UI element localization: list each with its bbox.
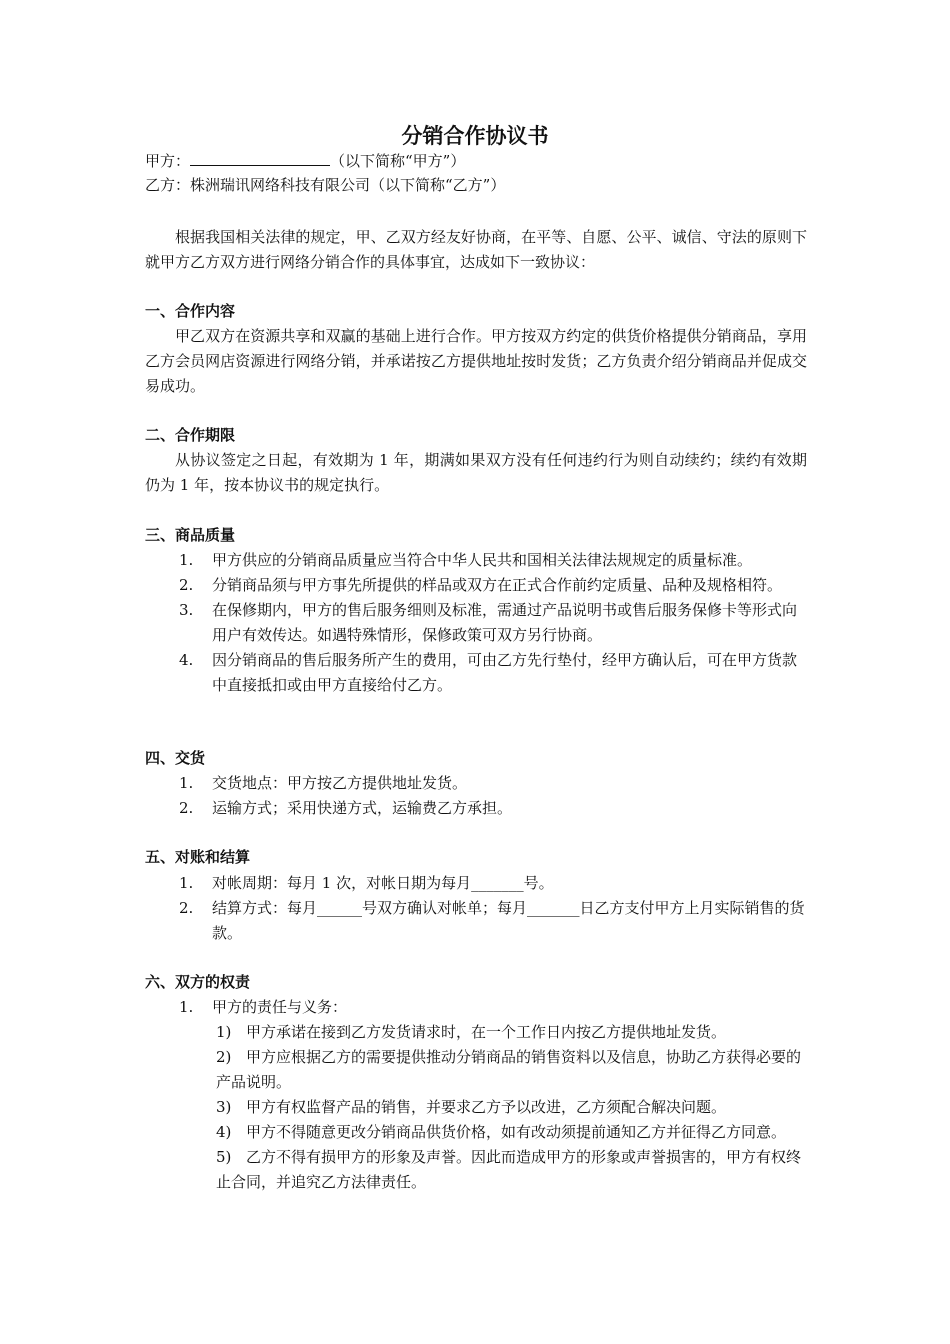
section-1-heading: 一、合作内容 xyxy=(145,302,236,320)
list-item xyxy=(145,573,807,598)
list-item-text: 甲方的责任与义务： xyxy=(212,998,348,1016)
sub-list-item-number: 5) xyxy=(216,1148,232,1166)
list-item xyxy=(145,548,807,573)
list-item-number: 3. xyxy=(179,601,194,619)
list-item xyxy=(145,598,807,648)
section-6-list xyxy=(145,995,807,1195)
party-a-line xyxy=(145,147,807,174)
party-a-suffix: （以下简称“甲方”） xyxy=(330,152,466,170)
list-item xyxy=(145,648,807,698)
section-4-heading: 四、交货 xyxy=(145,749,206,767)
sub-list-item-text: 乙方不得有损甲方的形象及声誉。因此而造成甲方的形象或声誉损害的，甲方有权终止合同，并追究乙方法律责任。 xyxy=(216,1148,802,1191)
intro-paragraph: 根据我国相关法律的规定，甲、乙双方经友好协商，在平等、自愿、公平、诚信、守法的原则下就甲方乙方双方进行网络分销合作的具体事宜，达成如下一致协议： xyxy=(145,228,807,271)
section-2-body: 从协议签定之日起，有效期为 1 年，期满如果双方没有任何违约行为则自动续约；续约有效期仍为 1 年，按本协议书的规定执行。 xyxy=(145,451,807,494)
sub-list-item-number: 1) xyxy=(216,1023,232,1041)
section-1-body: 甲乙双方在资源共享和双赢的基础上进行合作。甲方按双方约定的供货价格提供分销商品，享用乙方会员网店资源进行网络分销，并承诺按乙方提供地址按时发货；乙方负责介绍分销商品并促成交易成功。 xyxy=(145,327,807,395)
sub-list-item-text: 甲方不得随意更改分销商品供货价格，如有改动须提前通知乙方并征得乙方同意。 xyxy=(246,1123,787,1141)
list-item-text: 甲方供应的分销商品质量应当符合中华人民共和国相关法律法规规定的质量标准。 xyxy=(212,551,753,569)
sub-list-item xyxy=(145,1145,807,1195)
list-item-number: 1. xyxy=(179,998,194,1016)
list-item-text: 运输方式；采用快递方式，运输费乙方承担。 xyxy=(212,799,513,817)
list-item xyxy=(145,995,807,1020)
list-item xyxy=(145,771,807,796)
section-4-list xyxy=(145,771,807,821)
list-item-number: 1. xyxy=(179,874,194,892)
list-item-text: 在保修期内，甲方的售后服务细则及标准，需通过产品说明书或售后服务保修卡等形式向用户有效传达。如遇特殊情形，保修政策可双方另行协商。 xyxy=(212,601,798,644)
list-item-number: 2. xyxy=(179,576,194,594)
list-item-number: 1. xyxy=(179,551,194,569)
party-a-label: 甲方： xyxy=(145,152,191,170)
section-2-heading: 二、合作期限 xyxy=(145,426,236,444)
list-item-text: 对帐周期：每月 1 次，对帐日期为每月_______号。 xyxy=(212,874,554,892)
sub-list-item-number: 2) xyxy=(216,1048,232,1066)
sub-list-item-text: 甲方应根据乙方的需要提供推动分销商品的销售资料以及信息，协助乙方获得必要的产品说明。 xyxy=(216,1048,802,1091)
list-item-number: 2. xyxy=(179,899,194,917)
document-title: 分销合作协议书 xyxy=(401,123,549,148)
list-item-number: 1. xyxy=(179,774,194,792)
list-item xyxy=(145,871,807,896)
list-item xyxy=(145,796,807,821)
sub-list-item xyxy=(145,1045,807,1095)
section-5-heading: 五、对账和结算 xyxy=(145,848,251,866)
section-6-sublist xyxy=(145,1020,807,1195)
list-item-text: 分销商品须与甲方事先所提供的样品或双方在正式合作前约定质量、品种及规格相符。 xyxy=(212,576,783,594)
list-item xyxy=(145,896,807,946)
sub-list-item-text: 甲方有权监督产品的销售，并要求乙方予以改进，乙方须配合解决问题。 xyxy=(246,1098,727,1116)
list-item-number: 2. xyxy=(179,799,194,817)
sub-list-item xyxy=(145,1095,807,1120)
section-3-list xyxy=(145,548,807,698)
sub-list-item-number: 4) xyxy=(216,1123,232,1141)
sub-list-item xyxy=(145,1120,807,1145)
party-a-name-blank xyxy=(190,147,330,166)
list-item-text: 交货地点：甲方按乙方提供地址发货。 xyxy=(212,774,468,792)
section-3-heading: 三、商品质量 xyxy=(145,526,236,544)
sub-list-item xyxy=(145,1020,807,1045)
section-5-list xyxy=(145,871,807,946)
section-6-heading: 六、双方的权责 xyxy=(145,973,251,991)
list-item-text: 因分销商品的售后服务所产生的费用，可由乙方先行垫付，经甲方确认后，可在甲方货款中直接抵扣或由甲方直接给付乙方。 xyxy=(212,651,798,694)
list-item-text: 结算方式：每月______号双方确认对帐单；每月_______日乙方支付甲方上月实际销售的货款。 xyxy=(212,899,805,942)
list-item-number: 4. xyxy=(179,651,194,669)
sub-list-item-number: 3) xyxy=(216,1098,232,1116)
party-b-line: 乙方：株洲瑞讯网络科技有限公司（以下简称“乙方”） xyxy=(145,176,506,194)
sub-list-item-text: 甲方承诺在接到乙方发货请求时，在一个工作日内按乙方提供地址发货。 xyxy=(246,1023,727,1041)
